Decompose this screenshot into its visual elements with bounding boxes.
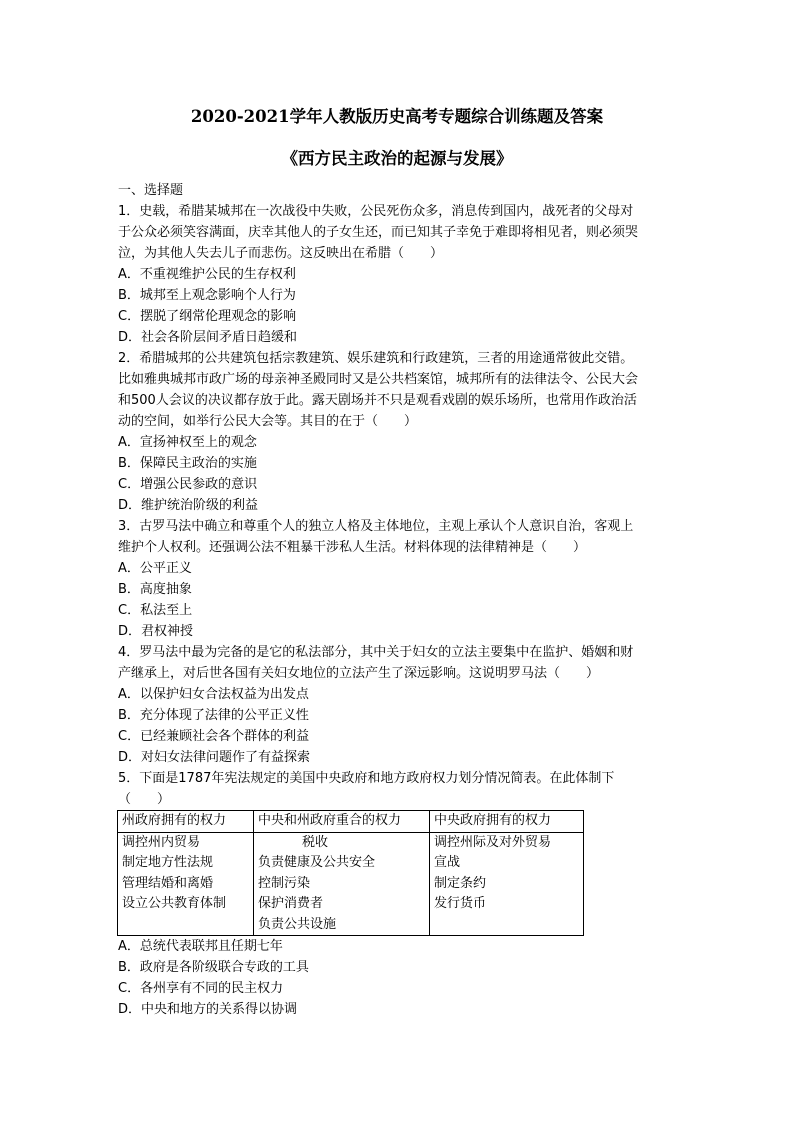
option-d: D．中央和地方的关系得以协调 [118, 1002, 298, 1017]
list-item: 调控州际及对外贸易 [434, 834, 552, 850]
question-stem-line: （ ） [118, 792, 171, 807]
table-header-cell: 中央和州政府重合的权力 [254, 811, 430, 833]
option-c: C．私法至上 [118, 603, 193, 618]
question-stem-line: 维护个人权利。还强调公法不粗暴干涉私人生活。材料体现的法律精神是（ ） [118, 540, 587, 555]
option-b: B．高度抽象 [118, 582, 192, 597]
option-a: A．公平正义 [118, 561, 192, 576]
option-d: D．对妇女法律问题作了有益探索 [118, 750, 311, 765]
option-d: D．维护统治阶级的利益 [118, 498, 259, 513]
table-header-cell: 州政府拥有的权力 [118, 811, 254, 833]
question-stem-line: 1．史载，希腊某城邦在一次战役中失败，公民死伤众多，消息传到国内，战死者的父母对 [118, 204, 634, 219]
question-stem-line: 5．下面是1787年宪法规定的美国中央政府和地方政府权力划分情况简表。在此体制下 [118, 771, 615, 786]
list-item: 制定条约 [434, 875, 487, 891]
option-c: C．摆脱了纲常伦理观念的影响 [118, 309, 297, 324]
question-4 [118, 642, 680, 768]
question-stem-line: 3．古罗马法中确立和尊重个人的独立人格及主体地位，主观上承认个人意识自治，客观上 [118, 519, 634, 534]
question-stem-line: 2．希腊城邦的公共建筑包括宗教建筑、娱乐建筑和行政建筑，三者的用途通常彼此交错。 [118, 351, 634, 366]
list-item: 调控州内贸易 [122, 834, 201, 850]
option-a: A．不重视维护公民的生存权利 [118, 267, 296, 282]
list-item: 控制污染 [258, 875, 311, 891]
question-stem-line: 于公众必须笑容满面，庆幸其他人的子女生还，而已知其子幸免于难即将相见者，则必须哭 [118, 225, 639, 240]
question-stem-line: 和500人会议的决议都存放于此。露天剧场并不只是观看戏剧的娱乐场所，也常用作政治活 [118, 393, 637, 408]
option-b: B．保障民主政治的实施 [118, 456, 257, 471]
question-3 [118, 516, 680, 642]
section-heading: 一、选择题 [118, 183, 184, 198]
question-2 [118, 348, 680, 516]
option-c: C．增强公民参政的意识 [118, 477, 258, 492]
list-item: 负责公共设施 [258, 916, 337, 932]
shared-powers-cell [254, 832, 430, 936]
list-item: 制定地方性法规 [122, 855, 214, 870]
list-item: 设立公共教育体制 [122, 896, 227, 911]
question-1 [118, 201, 680, 348]
list-item: 税收 [302, 834, 329, 850]
list-item: 发行货币 [434, 896, 487, 911]
table-row [118, 832, 584, 936]
option-b: B．城邦至上观念影响个人行为 [118, 288, 296, 303]
option-a: A．总统代表联邦且任期七年 [118, 939, 283, 954]
question-stem-line: 产继承上，对后世各国有关妇女地位的立法产生了深远影响。这说明罗马法（ ） [118, 666, 600, 681]
question-stem-line: 4．罗马法中最为完备的是它的私法部分，其中关于妇女的立法主要集中在监护、婚姻和财 [118, 645, 634, 660]
list-item: 负责健康及公共安全 [258, 855, 376, 870]
option-c: C．各州享有不同的民主权力 [118, 981, 284, 996]
question-stem-line: 动的空间，如举行公民大会等。其目的在于（ ） [118, 414, 418, 429]
option-c: C．已经兼顾社会各个群体的利益 [118, 729, 310, 744]
question-stem-line: 比如雅典城邦市政广场的母亲神圣殿同时又是公共档案馆，城邦所有的法律法令、公民大会 [118, 372, 639, 387]
state-powers-cell [118, 832, 254, 936]
option-d: D．社会各阶层间矛盾日趋缓和 [118, 330, 298, 345]
table-header-cell: 中央政府拥有的权力 [430, 811, 584, 833]
document-subtitle: 《西方民主政治的起源与发展》 [281, 149, 513, 168]
option-b: B．政府是各阶级联合专政的工具 [118, 960, 309, 975]
option-b: B．充分体现了法律的公平正义性 [118, 708, 309, 723]
power-division-table [117, 810, 584, 936]
option-d: D．君权神授 [118, 624, 194, 639]
table-header-row [118, 811, 584, 833]
option-a: A．宣扬神权至上的观念 [118, 435, 257, 450]
document-title: 2020-2021学年人教版历史高考专题综合训练题及答案 [190, 107, 604, 126]
federal-powers-cell [430, 832, 584, 936]
question-list [118, 180, 680, 1020]
option-a: A．以保护妇女合法权益为出发点 [118, 687, 309, 702]
question-stem-line: 泣，为其他人失去儿子而悲伤。这反映出在希腊（ ） [118, 246, 444, 261]
list-item: 管理结婚和离婚 [122, 875, 214, 891]
list-item: 宣战 [434, 855, 461, 870]
question-5 [118, 768, 680, 1020]
list-item: 保护消费者 [258, 896, 324, 911]
